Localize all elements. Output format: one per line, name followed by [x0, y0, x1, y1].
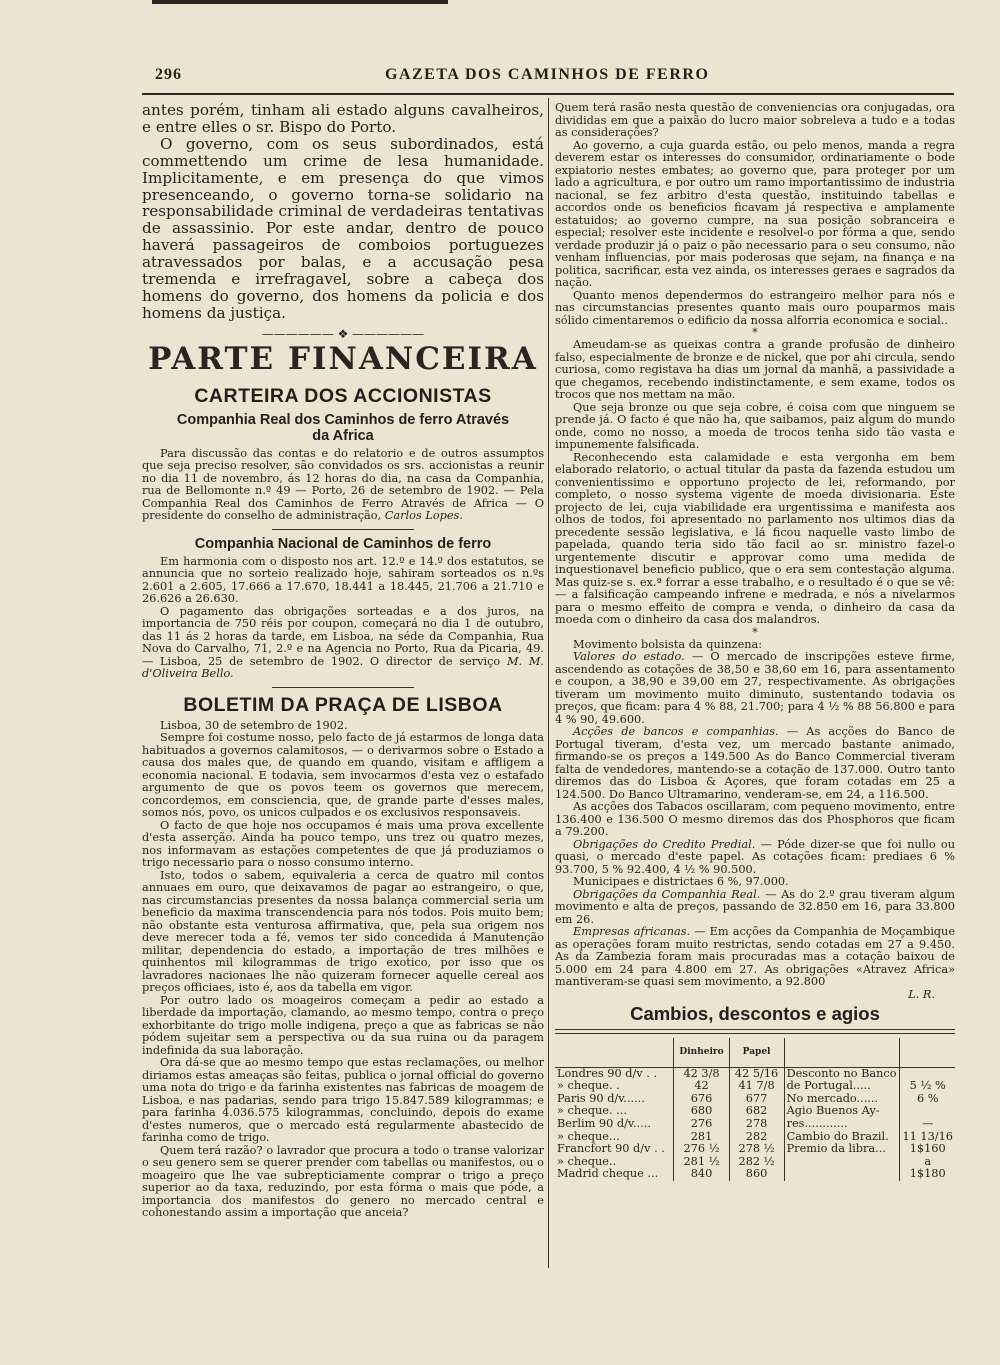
- table-cell: 42: [674, 1080, 729, 1093]
- market-item-text: — Em acções da Companhia de Moçambique as operações foram muito restrictas, sendo cotadas em 27 a 9.450. As da Zambezia foram mais procuradas mas a cotação baixou de 5.000 em 24 para 4.800 em 27. As obrigações «Atravez Africa» mantiveram-se quasi sem movimento, a 92.800: [555, 925, 955, 988]
- market-item-text: — As do 2.º grau tiveram algum movimento e alta de preços, passando de 32.850 em 16, para 33.800 em 26.: [555, 887, 955, 926]
- boletim-paragraph: Quem terá razão? o lavrador que procura a todo o transe valorizar o seu genero sem se querer prender com tabellas ou manifestos, ou o moageiro que lhe vae subrepticiamente comprar o trigo a preço superior ao da taxa, reduzindo, por esta fórma o mais que póde, a importancia dos manifestos do genero no mercado central e cohonestando assim a importação que anceia?: [142, 1143, 544, 1220]
- table-cell: 41 7/8: [729, 1080, 784, 1093]
- table-header-row: [555, 1038, 955, 1067]
- carteira-title: CARTEIRA DOS ACCIONISTAS: [194, 384, 492, 407]
- table-cell: 677: [729, 1093, 784, 1106]
- table-cell: 676: [674, 1093, 729, 1106]
- table-cell: 11 13/16: [900, 1131, 955, 1144]
- table-cell: Cambio do Brazil.: [784, 1131, 900, 1144]
- ornament-divider: —————— ❖ ——————: [261, 326, 425, 341]
- company1-notice: [142, 448, 544, 523]
- right-paragraph: Ao governo, a cuja guarda estão, ou pelo menos, manda a regra deverem estar os interesses do consumidor, ordinariamente o bode expiatorio nestes embates; ao governo que, para proteger por um lado a agricultura, e por outro um ramo importantissimo de industria nacional, se fez arbitro d'esta questão, instituindo tabellas e accordos onde os beneficios ficavam já respectiva e amplamente estatuidos; ao governo cumpre, na sua posição sobranceira e especial; resolver este incidente e resolvel-o por fórma a que, sendo verdade produzir já o paiz o pão necessario para o seu consumo, não venham influencias, por mais poderosas que sejam, na finança e na politica, sacrificar, esta vez ainda, os interesses geraes e sagrados da nação.: [555, 138, 955, 289]
- table-cell: » cheque. .: [557, 1079, 620, 1093]
- table-cell: 281 ½: [674, 1156, 729, 1169]
- page-number: 296: [155, 66, 182, 83]
- table-cell: Desconto no Banco: [784, 1067, 900, 1080]
- table-cell: Premio da libra...: [784, 1143, 900, 1156]
- left-column: [142, 102, 544, 1267]
- company1-signatory: Carlos Lopes.: [384, 509, 463, 523]
- company2-title: Companhia Nacional de Caminhos de ferro: [194, 535, 492, 552]
- table-cell: Londres 90 d/v . .: [557, 1066, 658, 1080]
- double-rule: [555, 1029, 955, 1034]
- market-item-label: Obrigações do Credito Predial.: [573, 837, 756, 851]
- table-cell: 276 ½: [674, 1143, 729, 1156]
- market-item-label: Valores do estado.: [573, 650, 685, 663]
- market-item-label: Acções de bancos e companhias.: [573, 725, 779, 738]
- market-item-text: Municipaes e districtaes 6 %, 97.000.: [573, 875, 789, 888]
- table-cell: » cheque...: [557, 1129, 620, 1143]
- column-divider: [548, 98, 549, 1268]
- intro-paragraph: O governo, com os seus subordinados, está commettendo um crime de lesa humanidade. Implicitamente, e em presença do que vimos presenceando, o governo torna-se solidario na responsabilidade criminal de verdadeiras tentativas de assassinio. Por este andar, dentro de pouco haverá passageiros de comboios portuguezes atravessados por balas, e a accusação pesa tremenda e irrefragavel, sobre a cabeça dos homens do governo, dos homens da policia e dos homens da justiça.: [142, 134, 544, 322]
- market-item: [555, 839, 955, 877]
- table-cell: 278: [729, 1118, 784, 1131]
- right-paragraph: Que seja bronze ou que seja cobre, é coisa com que ninguem se prende já. O facto é que não ha, que saibamos, paiz algum do mundo onde, como no nosso, a moeda de trocos tenha sido tão vasta e impunemente falsificada.: [555, 400, 955, 451]
- market-item-text: As acções dos Tabacos oscillaram, com pequeno movimento, entre 136.400 e 136.500 O mesmo diremos das dos Phosphoros que ficam a 79.200.: [555, 800, 955, 838]
- boletim-date: Lisboa, 30 de setembro de 1902.: [160, 718, 348, 732]
- table-cell: a: [900, 1156, 955, 1169]
- boletim-paragraph: Sempre foi costume nosso, pelo facto de já estarmos de longa data habituados a governos calamitosos, — o derivarmos sobre o Estado a causa dos males que, de quando em quando, visitam e affligem a economia nacional. E todavia, sem invocarmos d'esta vez o estafado argumento de que os povos teem os governos que merecem, concordemos, em consciencia, que, de grande parte d'esses males, somos nós, povo, os unicos culpados e os exclusivos responsaveis.: [142, 731, 544, 820]
- table-row: [555, 1143, 955, 1156]
- table-cell: [784, 1156, 900, 1169]
- table-cell: 1$160: [900, 1143, 955, 1156]
- table-header-cell: [555, 1038, 674, 1067]
- page-header: [155, 66, 955, 92]
- table-header-cell: [900, 1038, 955, 1067]
- market-item-text: — As acções do Banco de Portugal tiveram, d'esta vez, um mercado bastante animado, firmando-se os preços a 149.500 As do Banco Commercial tiveram falta de vendedores, mantendo-se a cotação de 137.000. Outro tanto diremos das do Lisboa & Açores, que foram cotadas em 25 a 124.500. Do Banco Ultramarino, venderam-se, em 24, a 116.500.: [555, 725, 955, 801]
- table-header-cell: Papel: [729, 1038, 784, 1067]
- table-row: [555, 1080, 955, 1093]
- section-title: PARTE FINANCEIRA: [148, 340, 538, 377]
- market-item: [555, 651, 955, 726]
- cambios-title: Cambios, descontos e agios: [630, 1003, 880, 1024]
- market-item: [555, 889, 955, 927]
- table-cell: [784, 1168, 900, 1181]
- table-cell: 840: [674, 1168, 729, 1181]
- boletim-title: BOLETIM DA PRAÇA DE LISBOA: [183, 693, 503, 716]
- market-item: [555, 801, 955, 839]
- right-paragraph: Quanto menos dependermos do estrangeiro melhor para nós e nas circumstancias presentes quanto mais ouro pouparmos mais sólido cimentaremos o edificio da nossa alforria economica e social..: [555, 288, 955, 327]
- table-cell: Paris 90 d/v......: [557, 1091, 645, 1105]
- table-row: [555, 1118, 955, 1131]
- table-header-cell: [784, 1038, 900, 1067]
- table-cell: 281: [674, 1131, 729, 1144]
- table-cell: 276: [674, 1118, 729, 1131]
- table-header-cell: Dinheiro: [674, 1038, 729, 1067]
- company1-title: Companhia Real dos Caminhos de ferro Através da Africa: [176, 411, 510, 444]
- table-cell: Berlim 90 d/v.....: [557, 1116, 651, 1130]
- table-cell: 42 5/16: [729, 1067, 784, 1080]
- table-cell: Madrid cheque ...: [557, 1167, 659, 1181]
- table-cell: 282: [729, 1131, 784, 1144]
- market-signature: L. R.: [908, 987, 935, 1001]
- boletim-paragraph: Isto, todos o sabem, equivaleria a cerca de quatro mil contos annuaes em ouro, que deixavamos de pagar ao estrangeiro, o que, nas circumstancias presentes da nossa balança commercial seria um beneficio da maxima transcendencia para nós todos. Pois muito bem; não obstante esta venturosa affirmativa, que, pela sua origem nos deve merecer toda a fé, vemos ter sido concedida á Manutenção militar, dependencia do estado, a importação de tres milhões e quinhentos mil kilogrammas de trigo exotico, por isso que os lavradores nacionaes lhe não quizeram fornecer aquelle cereal aos preços officiaes, isto é, aos da tabella em vigor.: [142, 868, 544, 995]
- right-paragraph: Ameudam-se as queixas contra a grande profusão de dinheiro falso, especialmente de bronze e de nickel, que por ahi circula, sendo curiosa, como registava ha dias um jornal da manhã, a passividade a que chegamos, recebendo indistinctamente, e sem exame, todos os trocos que nos mettam na mão.: [555, 338, 955, 401]
- company2-notice: [142, 606, 544, 681]
- right-paragraph: Quem terá rasão nesta questão de conveniencias ora conjugadas, ora divididas em que a paixão do lucro maior sobreleva a tudo e a todas as considerações?: [555, 102, 955, 139]
- company1-text: Para discussão das contas e do relatorio e de outros assumptos que seja preciso resolver, são convidados os srs. accionistas a reunir no dia 11 de novembro, ás 12 horas do dia, na casa da Companhia, rua de Bellomonte n.º 49 — Porto, 26 de setembro de 1902. — Pela Companhia Real dos Caminhos de Ferro Através de Africa — O presidente do conselho de administração,: [142, 446, 544, 523]
- boletim-paragraph: Ora dá-se que ao mesmo tempo que estas reclamações, ou melhor diriamos estas ameaças são feitas, publica o jornal official do governo uma nota do trigo e da farinha existentes nas fabricas de moagem de Lisboa, e nas padarias, sendo para trigo 15.847.589 kilogrammas; e para farinha 4.036.575 kilogrammas, concluindo, depois do exame d'estes numeros, que o mercado está regularmente abastecido de farinha como de trigo.: [142, 1056, 544, 1145]
- market-item: [555, 726, 955, 801]
- table-cell: » cheque. ...: [557, 1104, 627, 1118]
- table-cell: 860: [729, 1168, 784, 1181]
- table-row: [555, 1168, 955, 1181]
- market-item-label: Empresas africanas.: [573, 925, 691, 938]
- market-intro: Movimento bolsista da quinzena:: [573, 637, 763, 651]
- right-paragraph: Reconhecendo esta calamidade e esta vergonha em bem elaborado relatorio, o actual titular da pasta da fazenda estudou um convenientissimo e opportuno projecto de lei, reformando, por completo, o nosso systema vigente de moeda divisionaria. Este projecto de lei, cuja viabilidade era urgentissima e manifesta aos olhos de todos, foi apresentado no parlamento nos ultimos dias da precedente sessão legislativa, e lá ficou naquelle vasto limbo de papelada, quando teria sido tão facil ao sr. ministro fazel-o urgentemente discutir e approvar como uma medida de inquestionavel beneficio publico, que o era sem contestação alguma. Mas quiz-se s. ex.ª forrar a esse trabalho, e o resultado é o que se vê: — a falsificação campeando infrene e medrada, e nós a nivelarmos para o mesmo effeito de compra e venda, o dinheiro da casa da moeda com o dinheiro da casa dos malandros.: [555, 450, 955, 626]
- table-cell: 680: [674, 1105, 729, 1118]
- market-item-text: — O mercado de inscripções esteve firme, ascendendo as cotações de 38,50 e 38,60 em 16, para assentamento e coupon, a 38,90 e 39,00 em 27, respectivamente. As obrigações tiveram um movimento muito diminuto, sustentando todavia os preços, que ficam: para 4 % 88, 21.700; para 4 ½ % 88 56.800 e para 4 % 90, 49.600.: [555, 650, 955, 726]
- short-divider: [272, 687, 414, 688]
- table-cell: 1$180: [900, 1168, 955, 1181]
- right-column: [555, 102, 955, 1267]
- market-item: [555, 926, 955, 989]
- table-cell: res............: [784, 1118, 900, 1131]
- table-cell: Francfort 90 d/v . .: [557, 1142, 665, 1156]
- table-cell: 6 %: [900, 1093, 955, 1106]
- table-cell: 682: [729, 1105, 784, 1118]
- asterisk-divider: *: [752, 625, 758, 639]
- table-cell: de Portugal.....: [784, 1080, 900, 1093]
- header-rule: [142, 93, 954, 95]
- market-item-text: — Póde dizer-se que foi nullo ou quasi, o mercado d'este papel. As cotações ficam: prediaes 6 % 93.700, 5 % 92.400, 4 ½ % 90.500.: [555, 837, 955, 876]
- table-cell: —: [900, 1118, 955, 1131]
- intro-paragraph: antes porém, tinham ali estado alguns cavalheiros, e entre elles o sr. Bispo do Porto.: [142, 102, 544, 136]
- company2-text: Em harmonia com o disposto nos art. 12.º e 14.º dos estatutos, se annuncia que no sorteio realizado hoje, sahiram sorteados os n.ºs 2.601 a 2.605, 17.666 a 17.670, 18.441 a 18.445, 21.706 a 21.710 e 26.626 a 26.630.: [142, 554, 544, 606]
- table-cell: No mercado......: [784, 1093, 900, 1106]
- top-edge-rule: [152, 0, 448, 4]
- table-cell: Agio Buenos Ay-: [784, 1105, 900, 1118]
- company2-text: O pagamento das obrigações sorteadas e a dos juros, na importancia de 750 réis por coupon, começará no dia 1 de outubro, das 11 ás 2 horas da tarde, em Lisboa, na séde da Companhia, Rua Nova do Carvalho, 71, 2.º e na Agencia no Porto, Rua da Picaria, 49. — Lisboa, 25 de setembro de 1902. O director de serviço: [142, 604, 544, 668]
- table-cell: » cheque..: [557, 1154, 617, 1168]
- cambios-table: [555, 1038, 955, 1181]
- running-title: GAZETA DOS CAMINHOS DE FERRO: [385, 66, 710, 83]
- table-cell: 42 3/8: [674, 1067, 729, 1080]
- table-cell: 5 ½ %: [900, 1080, 955, 1093]
- asterisk-divider: *: [752, 326, 758, 339]
- short-divider: [272, 529, 414, 530]
- boletim-paragraph: O facto de que hoje nos occupamos é mais uma prova excellente d'esta asserção. Ainda ha pouco tempo, uns trez ou quatro mezes, nos informavam as estações competentes de que já produziamos o trigo necessario para o nosso consumo interno.: [142, 818, 544, 870]
- table-cell: 278 ½: [729, 1143, 784, 1156]
- table-cell: 282 ½: [729, 1156, 784, 1169]
- market-item-label: Obrigações da Companhia Real.: [573, 887, 761, 901]
- boletim-paragraph: Por outro lado os moageiros começam a pedir ao estado a liberdade da importação, clamando, ao mesmo tempo, contra o preço exhorbitante do trigo molle indigena, preço a que as fabricas se não pódem sujeitar sem a perspectiva ou da sua ruina ou da paragem indefinida da sua laboração.: [142, 993, 544, 1057]
- company2-signatory: M. M. d'Oliveira Bello.: [142, 654, 544, 681]
